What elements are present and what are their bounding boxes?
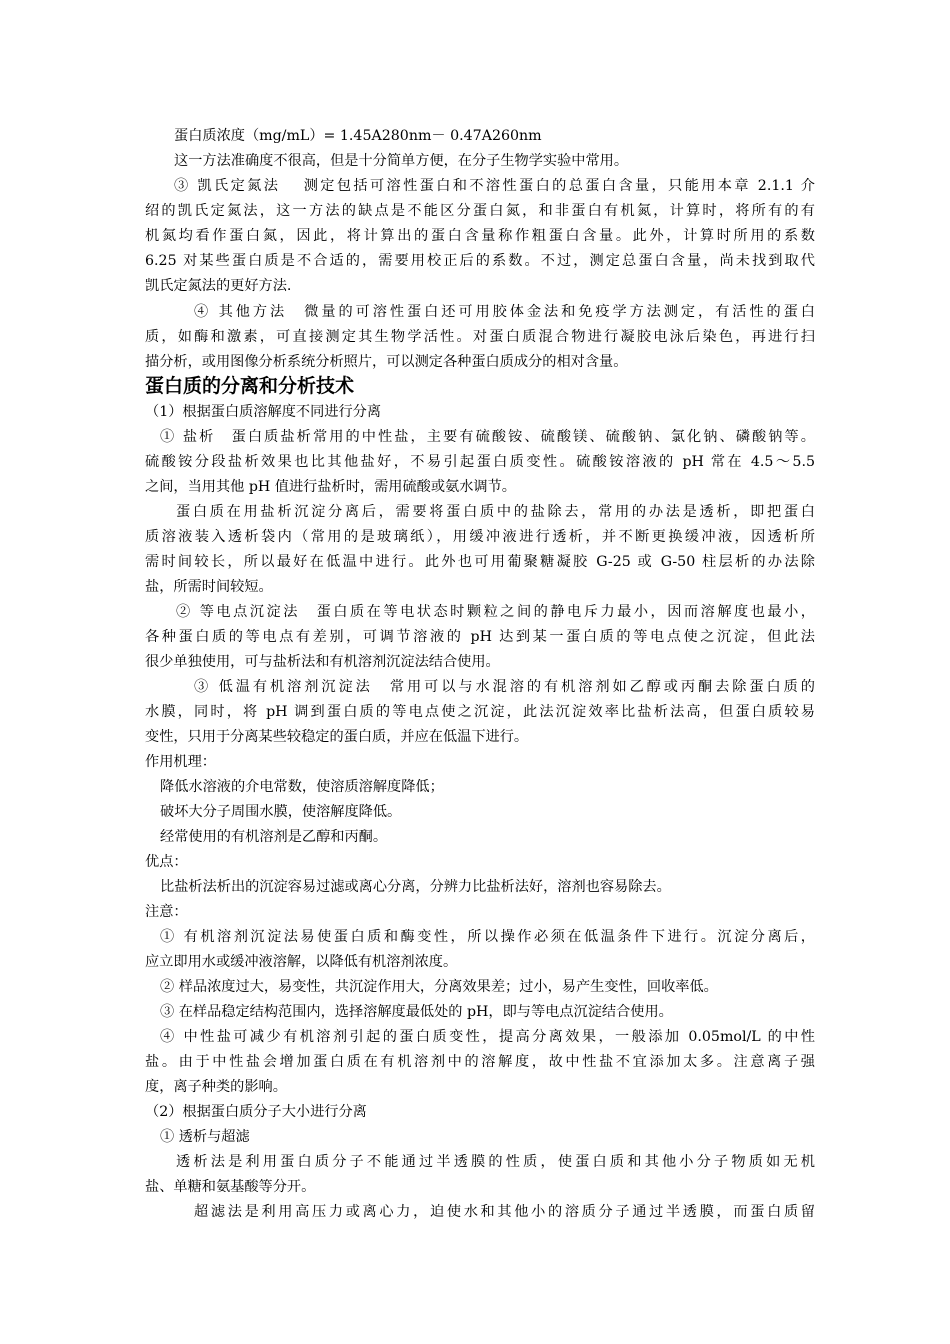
caution-line: ② 样品浓度过大，易变性，共沉淀作用大，分离效果差；过小，易产生变性，回收率低。: [160, 979, 718, 995]
dialysis-line: 盐、单糖和氨基酸等分开。: [145, 1179, 316, 1195]
subsection-title: （2）根据蛋白质分子大小进行分离: [145, 1104, 367, 1120]
salting-out-line: 之间，当用其他 pH 值进行盐析时，需用硫酸或氨水调节。: [145, 479, 516, 495]
caution-line: 应立即用水或缓冲液溶解，以降低有机溶剂浓度。: [145, 954, 458, 970]
dialysis-title: ① 透析与超滤: [160, 1129, 250, 1145]
organic-solvent-line: 变性，只用于分离某些较稳定的蛋白质，并应在低温下进行。: [145, 729, 529, 745]
mechanism-label: 作用机理：: [145, 754, 216, 770]
organic-solvent-line: ③ 低温有机溶剂沉淀法 常用可以与水混溶的有机溶剂如乙醇或丙酮去除蛋白质的: [194, 679, 815, 695]
method-note: 这一方法准确度不很高，但是十分简单方便，在分子生物学实验中常用。: [174, 153, 629, 169]
advantage-text: 比盐析法析出的沉淀容易过滤或离心分离，分辨力比盐析法好，溶剂也容易除去。: [160, 879, 671, 895]
caution-line: 度，离子种类的影响。: [145, 1079, 287, 1095]
desalting-line: 需时间较长，所以最好在低温中进行。此外也可用葡聚糖凝胶 G-25 或 G-50 柱层析的办法除: [145, 554, 815, 570]
other-methods-line: ④ 其他方法 微量的可溶性蛋白还可用胶体金法和免疫学方法测定，有活性的蛋白: [194, 304, 815, 320]
caution-line: ③ 在样品稳定结构范围内，选择溶解度最低处的 pH，即与等电点沉淀结合使用。: [160, 1004, 673, 1020]
caution-line: 盐。由于中性盐会增加蛋白质在有机溶剂中的溶解度，故中性盐不宜添加太多。注意离子强: [145, 1054, 815, 1070]
isoelectric-line: ② 等电点沉淀法 蛋白质在等电状态时颗粒之间的静电斥力最小，因而溶解度也最小，: [176, 604, 815, 620]
mechanism-item: 降低水溶液的介电常数，使溶质溶解度降低；: [160, 779, 444, 795]
dialysis-line: 透析法是利用蛋白质分子不能通过半透膜的性质，使蛋白质和其他小分子物质如无机: [176, 1154, 815, 1170]
isoelectric-line: 很少单独使用，可与盐析法和有机溶剂沉淀法结合使用。: [145, 654, 500, 670]
kjeldahl-line: 机氮均看作蛋白氮，因此，将计算出的蛋白含量称作粗蛋白含量。此外，计算时所用的系数: [145, 228, 815, 244]
other-methods-line: 质，如酶和激素，可直接测定其生物学活性。对蛋白质混合物进行凝胶电泳后染色，再进行扫: [145, 329, 815, 345]
section-heading: 蛋白质的分离和分析技术: [145, 375, 355, 397]
kjeldahl-line: 6.25 对某些蛋白质是不合适的，需要用校正后的系数。不过，测定总蛋白含量，尚未找到取代: [145, 253, 815, 269]
kjeldahl-line: ③ 凯氏定氮法 测定包括可溶性蛋白和不溶性蛋白的总蛋白含量，只能用本章 2.1.1 介: [174, 178, 815, 194]
kjeldahl-line: 凯氏定氮法的更好方法.: [145, 278, 292, 294]
subsection-title: （1）根据蛋白质溶解度不同进行分离: [145, 404, 382, 420]
advantage-label: 优点：: [145, 854, 188, 870]
desalting-line: 蛋白质在用盐析沉淀分离后，需要将蛋白质中的盐除去，常用的办法是透析，即把蛋白: [176, 504, 815, 520]
concentration-formula: 蛋白质浓度（mg/mL）= 1.45A280nm－ 0.47A260nm: [174, 128, 542, 144]
organic-solvent-line: 水膜，同时，将 pH 调到蛋白质的等电点使之沉淀，此法沉淀效率比盐析法高，但蛋白质较易: [145, 704, 815, 720]
isoelectric-line: 各种蛋白质的等电点有差别，可调节溶液的 pH 达到某一蛋白质的等电点使之沉淀，但此法: [145, 629, 815, 645]
ultrafiltration-line: 超滤法是利用高压力或离心力，迫使水和其他小的溶质分子通过半透膜，而蛋白质留: [194, 1204, 815, 1220]
other-methods-line: 描分析，或用图像分析系统分析照片，可以测定各种蛋白质成分的相对含量。: [145, 354, 628, 370]
caution-label: 注意：: [145, 904, 188, 920]
mechanism-item: 经常使用的有机溶剂是乙醇和丙酮。: [160, 829, 388, 845]
salting-out-line: ① 盐析 蛋白质盐析常用的中性盐，主要有硫酸铵、硫酸镁、硫酸钠、氯化钠、磷酸钠等。: [160, 429, 815, 445]
desalting-line: 质溶液装入透析袋内（常用的是玻璃纸），用缓冲液进行透析，并不断更换缓冲液，因透析所: [145, 529, 815, 545]
caution-line: ④ 中性盐可减少有机溶剂引起的蛋白质变性，提高分离效果，一般添加 0.05mol/L 的中性: [160, 1029, 815, 1045]
kjeldahl-line: 绍的凯氏定氮法，这一方法的缺点是不能区分蛋白氮，和非蛋白有机氮，计算时，将所有的有: [145, 203, 815, 219]
mechanism-item: 破坏大分子周围水膜，使溶解度降低。: [160, 804, 402, 820]
salting-out-line: 硫酸铵分段盐析效果也比其他盐好，不易引起蛋白质变性。硫酸铵溶液的 pH 常在 4.5～5.5: [145, 454, 815, 470]
caution-line: ① 有机溶剂沉淀法易使蛋白质和酶变性，所以操作必须在低温条件下进行。沉淀分离后，: [160, 929, 815, 945]
desalting-line: 盐，所需时间较短。: [145, 579, 273, 595]
